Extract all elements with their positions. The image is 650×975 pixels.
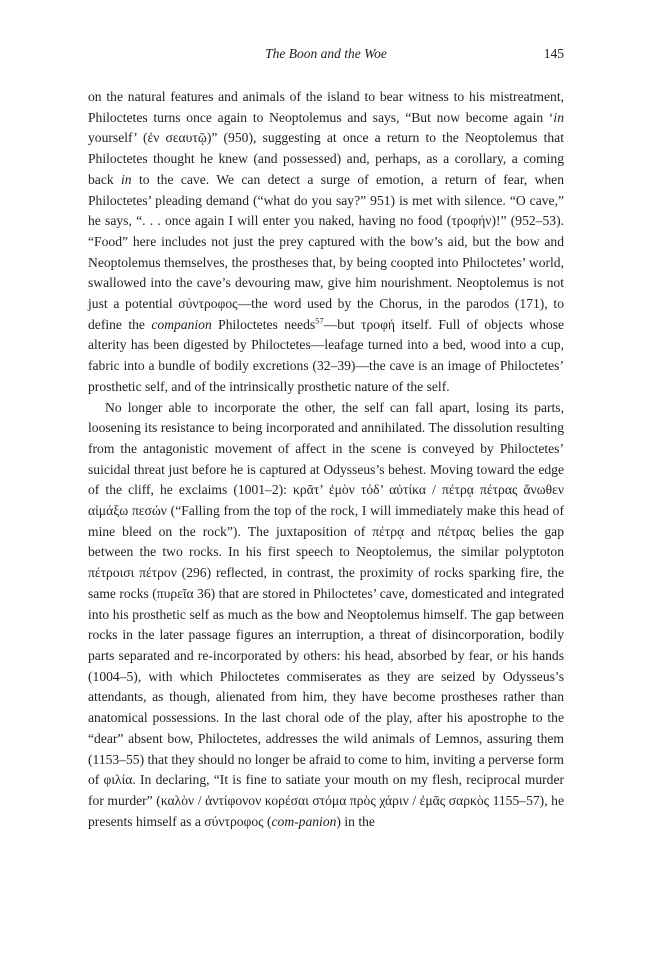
italic-term: in xyxy=(121,171,132,187)
page-number: 145 xyxy=(543,46,564,61)
footnote-marker[interactable]: 57 xyxy=(315,315,324,326)
body-text xyxy=(88,87,564,832)
running-title: The Boon and the Woe xyxy=(265,46,387,61)
running-head xyxy=(88,44,564,64)
text-run: yourself’ (ἐν σεαυτῷ)” (950), suggesting at once a return to the Neoptolemus that Philoctetes thought he knew (and possessed) and, perhaps, as a corollary, a coming back xyxy=(88,130,564,187)
italic-term: com-panion xyxy=(271,813,337,829)
paragraph xyxy=(88,398,564,833)
text-run: No longer able to incorporate the other, the self can fall apart, losing its parts, loosening its resistance to being incorporated and annihilated. The dissolution resulting from the antagonistic movement of affect in the scene is conveyed by Philoctetes’ suicidal threat just before he is captured at Odysseus’s behest. Moving toward the edge of the cliff, he exclaims (1001–2): κρᾶτ’ ἐμὸν τόδ’ αὐτίκα / πέτρᾳ πέτρας ἄνωθεν αἱμάξω πεσών (“Falling from the top of the rock, I will immediately make this head of mine bleed on the rock”). The juxtaposition of πέτρᾳ and πέτρας belies the gap between the two rocks. In his first speech to Neoptolemus, the similar polyptoton πέτροισι πέτρον (296) reflected, in contrast, the proximity of rocks sparking fire, the same rocks (πυρεῖα 36) that are stored in Philoctetes’ cave, domesticated and integrated into his prosthetic self as much as the bow and Neoptolemus himself. The gap between rocks in the later passage figures an interruption, a threat of disincorporation, bodily parts separated and re-incorporated by others: his head, absorbed by fear, or his hands (1004–5), with which Philoctetes commiserates as they are seized by Odysseus’s attendants, as though, alienated from him, they have become prostheses rather than anatomical possessions. In the last choral ode of the play, after his apostrophe to the “dear” absent bow, Philoctetes, addresses the wild animals of Lemnos, assuring them (1153–55) that they should no longer be afraid to come to him, inviting a perverse form of φιλία. In declaring, “It is fine to satiate your mouth on my flesh, reciprocal murder for murder” (καλὸν / ἀντίφονον κορέσαι στόμα πρὸς χάριν / ἐμᾶς σαρκὸς 1155–57), he presents himself as a σύντροφος ( xyxy=(88,399,564,829)
text-run: ) in the xyxy=(336,813,375,829)
italic-term: companion xyxy=(151,316,212,332)
text-run: Philoctetes needs xyxy=(211,316,316,332)
text-run: —but τροφή itself. Full of objects whose alterity has been digested by Philoctetes—leafage turned into a bed, wood into a cup, fabric into a bundle of bodily excretions (32–39)—the cave is an image of Philoctetes’ prosthetic self, and of the intrinsically prosthetic nature of the self. xyxy=(88,316,565,394)
italic-term: in xyxy=(553,109,564,125)
text-run: on the natural features and animals of the island to bear witness to his mistreatment, Philoctetes turns once again to Neoptolemus and says, “But now become again ‘ xyxy=(88,89,564,125)
text-run: to the cave. We can detect a surge of emotion, a return of fear, when Philoctetes’ pleading demand (“what do you say?” 951) is met with silence. “O cave,” he says, “. . . once again I will enter you naked, having no food (τροφήν)!” (952–53). “Food” here includes not just the prey captured with the bow’s aid, but the bow and Neoptolemus themselves, the prostheses that, by being coopted into Philoctetes’ world, swallowed into the cave’s devouring maw, give him nourishment. Neoptolemus is not just a potential σύντροφος—the word used by the Chorus, in the parodos (171), to define the xyxy=(88,171,565,332)
paragraph xyxy=(88,87,564,398)
